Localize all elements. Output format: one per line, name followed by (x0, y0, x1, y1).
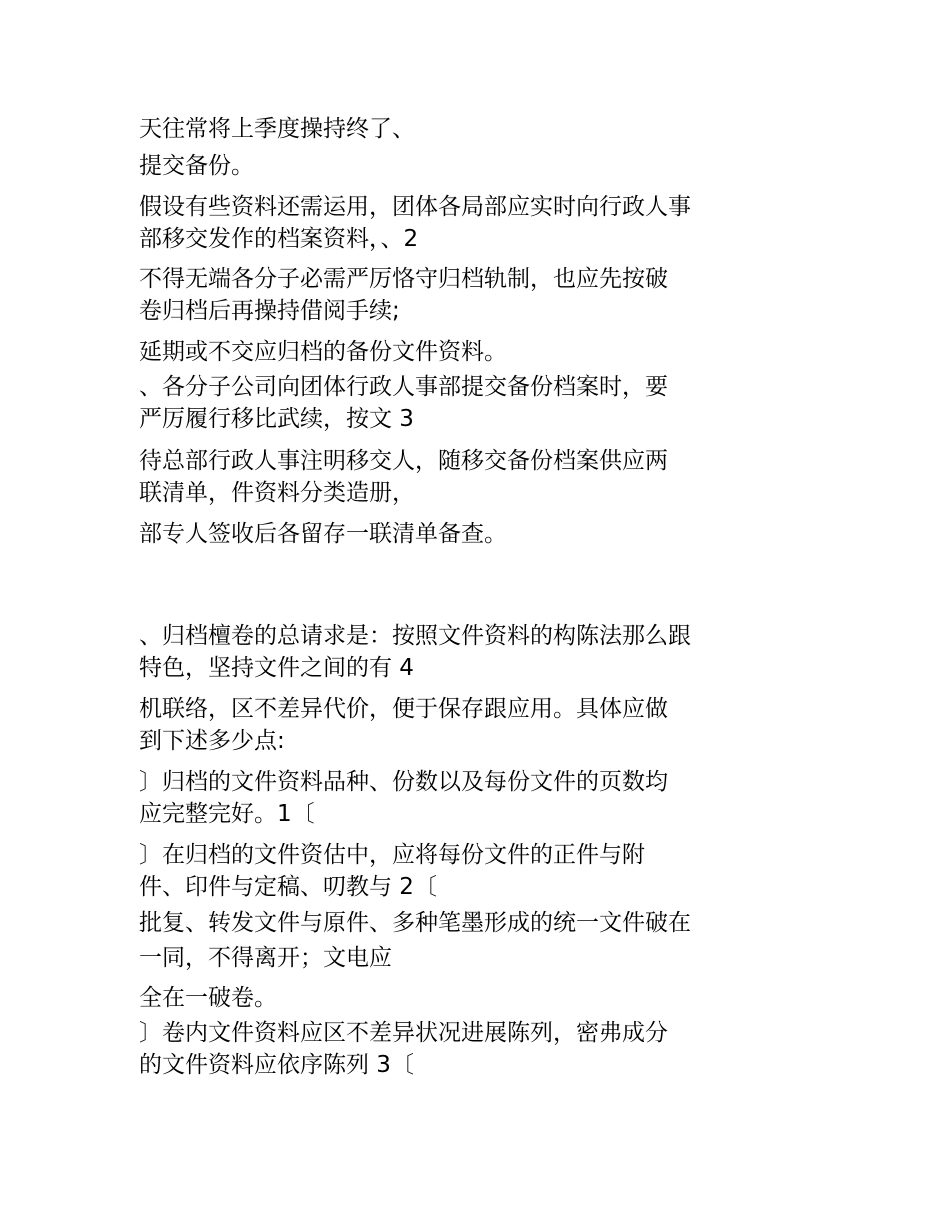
text-line: 提交备份。 (139, 153, 254, 179)
text-line: 〕卷内文件资料应区不差异状况进展陈列，密弗成分 (139, 1020, 668, 1046)
text-line: 待总部行政人事注明移交人，随移交备份档案供应两 (139, 448, 668, 474)
text-line: 严厉履行移比武续，按文 3 (139, 406, 414, 432)
text-line: 到下述多少点: (139, 728, 285, 754)
text-line: 应完整完好。1〔 (139, 801, 315, 827)
text-line: 联清单，件资料分类造册， (139, 480, 415, 506)
text-line: 假设有些资料还需运用，团体各局部应实时向行政人事 (139, 194, 691, 220)
text-line: 、各分子公司向团体行政人事部提交备份档案时，要 (139, 374, 668, 400)
text-line: 卷归档后再操持借阅手续; (139, 298, 400, 324)
text-line: 一同，不得离开；文电应 (139, 945, 392, 971)
text-line: 部移交发作的档案资料，、2 (139, 226, 419, 252)
text-line: 、归档檀卷的总请求是：按照文件资料的构陈法那么跟 (139, 623, 691, 649)
text-line: 天往常将上季度操持终了、 (139, 116, 415, 142)
text-line: 〕归档的文件资料品种、份数以及每份文件的页数均 (139, 769, 668, 795)
text-line: 不得无端各分子必需严厉恪守归档轨制，也应先按破 (139, 266, 668, 292)
text-line: 机联络，区不差异代价，便于保存跟应用。具体应做 (139, 696, 668, 722)
text-line: 延期或不交应归档的备份文件资料。 (139, 339, 507, 365)
text-line: 的文件资料应依序陈列 3〔 (139, 1052, 414, 1078)
text-line: 批复、转发文件与原件、多种笔墨形成的统一文件破在 (139, 910, 691, 936)
text-line: 件、印件与定稿、叨教与 2〔 (139, 874, 437, 900)
text-line: 部专人签收后各留存一联清单备查。 (139, 521, 507, 547)
text-line: 全在一破卷。 (139, 985, 277, 1011)
text-line: 特色，坚持文件之间的有 4 (139, 655, 414, 681)
text-line: 〕在归档的文件资估中，应将每份文件的正件与附 (139, 842, 645, 868)
